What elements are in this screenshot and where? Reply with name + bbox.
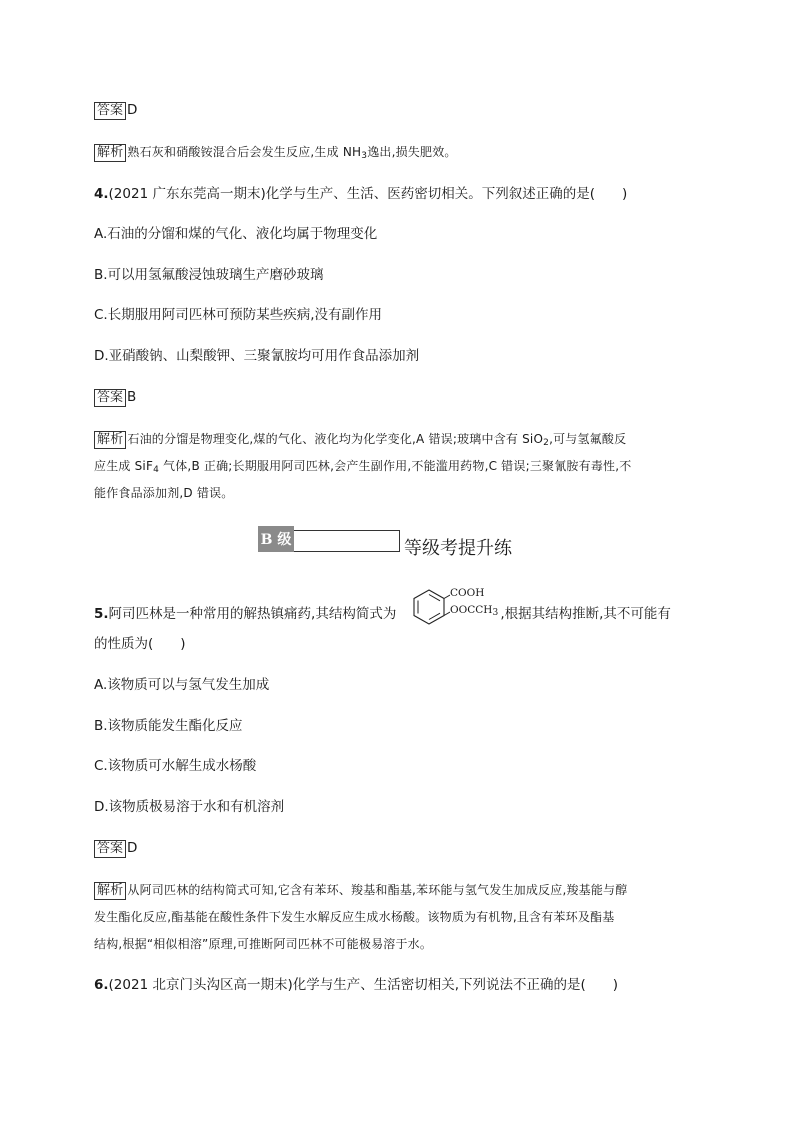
q4-option-c: C.长期服用阿司匹林可预防某些疾病,没有副作用: [94, 307, 383, 323]
q4-option-b: B.可以用氢氟酸浸蚀玻璃生产磨砂玻璃: [94, 267, 324, 283]
explanation-text: 熟石灰和硝酸铵混合后会发生反应,生成 NH: [127, 145, 362, 159]
ester-text: OOCCH: [450, 604, 493, 616]
explanation-label: 解析: [94, 144, 126, 162]
q5-option-b: B.该物质能发生酯化反应: [94, 718, 243, 734]
level-title: 等级考提升练: [404, 538, 512, 559]
explanation-3: [94, 142, 457, 162]
question-5-line-1: [94, 604, 671, 624]
subscript: 3: [361, 151, 368, 161]
subscript: 3: [492, 608, 499, 618]
subscript: 4: [153, 465, 160, 475]
explanation-5-line-3: 结构,根据“相似相溶”原理,可推断阿司匹林不可能极易溶于水。: [94, 937, 433, 951]
question-text: (2021 北京门头沟区高一期末)化学与生产、生活密切相关,下列说法不正确的是( ): [108, 977, 619, 993]
answer-label: 答案: [94, 389, 126, 407]
q4-option-a: A.石油的分馏和煤的气化、液化均属于物理变化: [94, 226, 378, 242]
q5-option-a: A.该物质可以与氢气发生加成: [94, 677, 270, 693]
explanation-text: 应生成 SiF: [94, 459, 154, 473]
ester-group: [450, 604, 498, 616]
explanation-label: 解析: [94, 431, 126, 449]
explanation-4-line-2: [94, 456, 631, 476]
question-text: (2021 广东东莞高一期末)化学与生产、生活、医药密切相关。下列叙述正确的是( ): [108, 186, 628, 202]
answer-4: [94, 387, 136, 407]
answer-5: [94, 838, 137, 858]
explanation-text: 石油的分馏是物理变化,煤的气化、液化均为化学变化,A 错误;玻璃中含有 SiO: [127, 432, 544, 446]
answer-value: B: [127, 389, 137, 405]
answer-3: [94, 100, 137, 120]
question-number: 4.: [94, 186, 109, 202]
carboxyl-group: COOH: [450, 587, 485, 599]
explanation-4-line-3: 能作食品添加剂,D 错误。: [94, 486, 234, 500]
q5-option-c: C.该物质可水解生成水杨酸: [94, 758, 257, 774]
question-number: 6.: [94, 977, 109, 993]
level-tag: B 级: [258, 526, 294, 552]
question-text: ,根据其结构推断,其不可能有: [500, 606, 671, 622]
explanation-5-line-2: 发生酯化反应,酯基能在酸性条件下发生水解反应生成水杨酸。该物质为有机物,且含有苯环及酯基: [94, 910, 615, 924]
q5-option-d: D.该物质极易溶于水和有机溶剂: [94, 799, 285, 815]
explanation-label: 解析: [94, 882, 126, 900]
benzene-ring-icon: [408, 586, 450, 628]
explanation-text: 从阿司匹林的结构简式可知,它含有苯环、羧基和酯基,苯环能与氢气发生加成反应,羧基能与醇: [127, 883, 628, 897]
explanation-text: 气体,B 正确;长期服用阿司匹林,会产生副作用,不能滥用药物,C 错误;三聚氰胺有毒性,不: [159, 459, 632, 473]
answer-value: D: [127, 102, 138, 118]
level-heading: [258, 526, 512, 559]
answer-label: 答案: [94, 840, 126, 858]
aspirin-structure: [408, 586, 506, 628]
question-6: [94, 975, 618, 995]
question-text: 阿司匹林是一种常用的解热镇痛药,其结构简式为: [108, 606, 397, 622]
answer-value: D: [127, 840, 138, 856]
explanation-5-line-1: [94, 880, 627, 900]
explanation-4-line-1: [94, 429, 626, 449]
question-5-line-2: 的性质为( ): [94, 636, 186, 652]
level-rule: [294, 530, 400, 552]
subscript: 2: [543, 438, 550, 448]
question-number: 5.: [94, 606, 109, 622]
question-4: [94, 184, 627, 204]
explanation-text: 逸出,损失肥效。: [367, 145, 457, 159]
q4-option-d: D.亚硝酸钠、山梨酸钾、三聚氰胺均可用作食品添加剂: [94, 348, 420, 364]
explanation-text: ,可与氢氟酸反: [549, 432, 627, 446]
answer-label: 答案: [94, 102, 126, 120]
